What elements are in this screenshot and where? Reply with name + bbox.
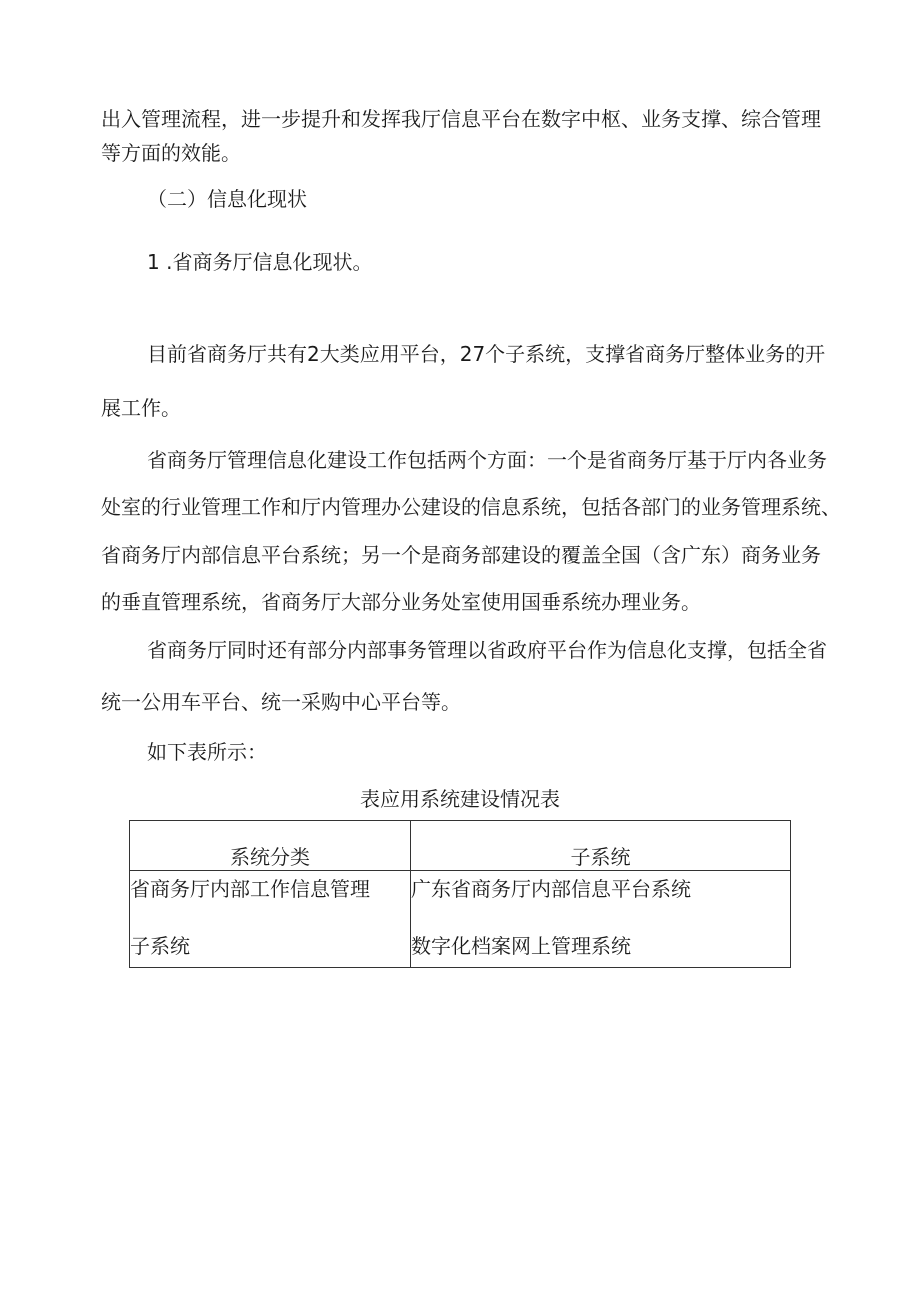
table-row [130,871,791,968]
systems-table [129,820,791,968]
paragraph-4-line-1: 省商务厅同时还有部分内部事务管理以省政府平台作为信息化支撑，包括全省 [147,638,827,662]
paragraph-2-line-2: 展工作。 [101,396,181,420]
paragraph-3-line-4: 的垂直管理系统，省商务厅大部分业务处室使用国垂系统办理业务。 [101,590,701,614]
subsystem-2: 数字化档案网上管理系统 [411,934,631,958]
paragraph-3-line-1: 省商务厅管理信息化建设工作包括两个方面：一个是省商务厅基于厅内各业务 [147,448,827,472]
category-line-2: 子系统 [130,934,190,958]
table-caption: 表应用系统建设情况表 [360,787,560,811]
paragraph-1-line-2: 等方面的效能。 [101,141,241,165]
table-header-row [130,821,791,871]
section-heading-2: （二）信息化现状 [147,187,307,211]
header-subsystem: 子系统 [411,821,791,871]
paragraph-3-line-2: 处室的行业管理工作和厅内管理办公建设的信息系统，包括各部门的业务管理系统、 [101,495,841,519]
paragraph-4-line-2: 统一公用车平台、统一采购中心平台等。 [101,690,461,714]
subsection-heading-1: 1 .省商务厅信息化现状。 [147,250,373,274]
paragraph-1-line-1: 出入管理流程，进一步提升和发挥我厅信息平台在数字中枢、业务支撑、综合管理 [101,107,821,131]
paragraph-2-line-1: 目前省商务厅共有2大类应用平台，27个子系统，支撑省商务厅整体业务的开 [147,342,826,366]
category-line-1: 省商务厅内部工作信息管理 [130,877,370,901]
paragraph-3-line-3: 省商务厅内部信息平台系统；另一个是商务部建设的覆盖全国（含广东）商务业务 [101,543,821,567]
header-category: 系统分类 [130,821,411,871]
subsystem-1: 广东省商务厅内部信息平台系统 [411,877,691,901]
cell-spacer [411,901,790,934]
cell-spacer [130,901,410,934]
paragraph-5: 如下表所示： [147,740,267,764]
category-cell [130,871,411,968]
subsystem-cell [411,871,791,968]
